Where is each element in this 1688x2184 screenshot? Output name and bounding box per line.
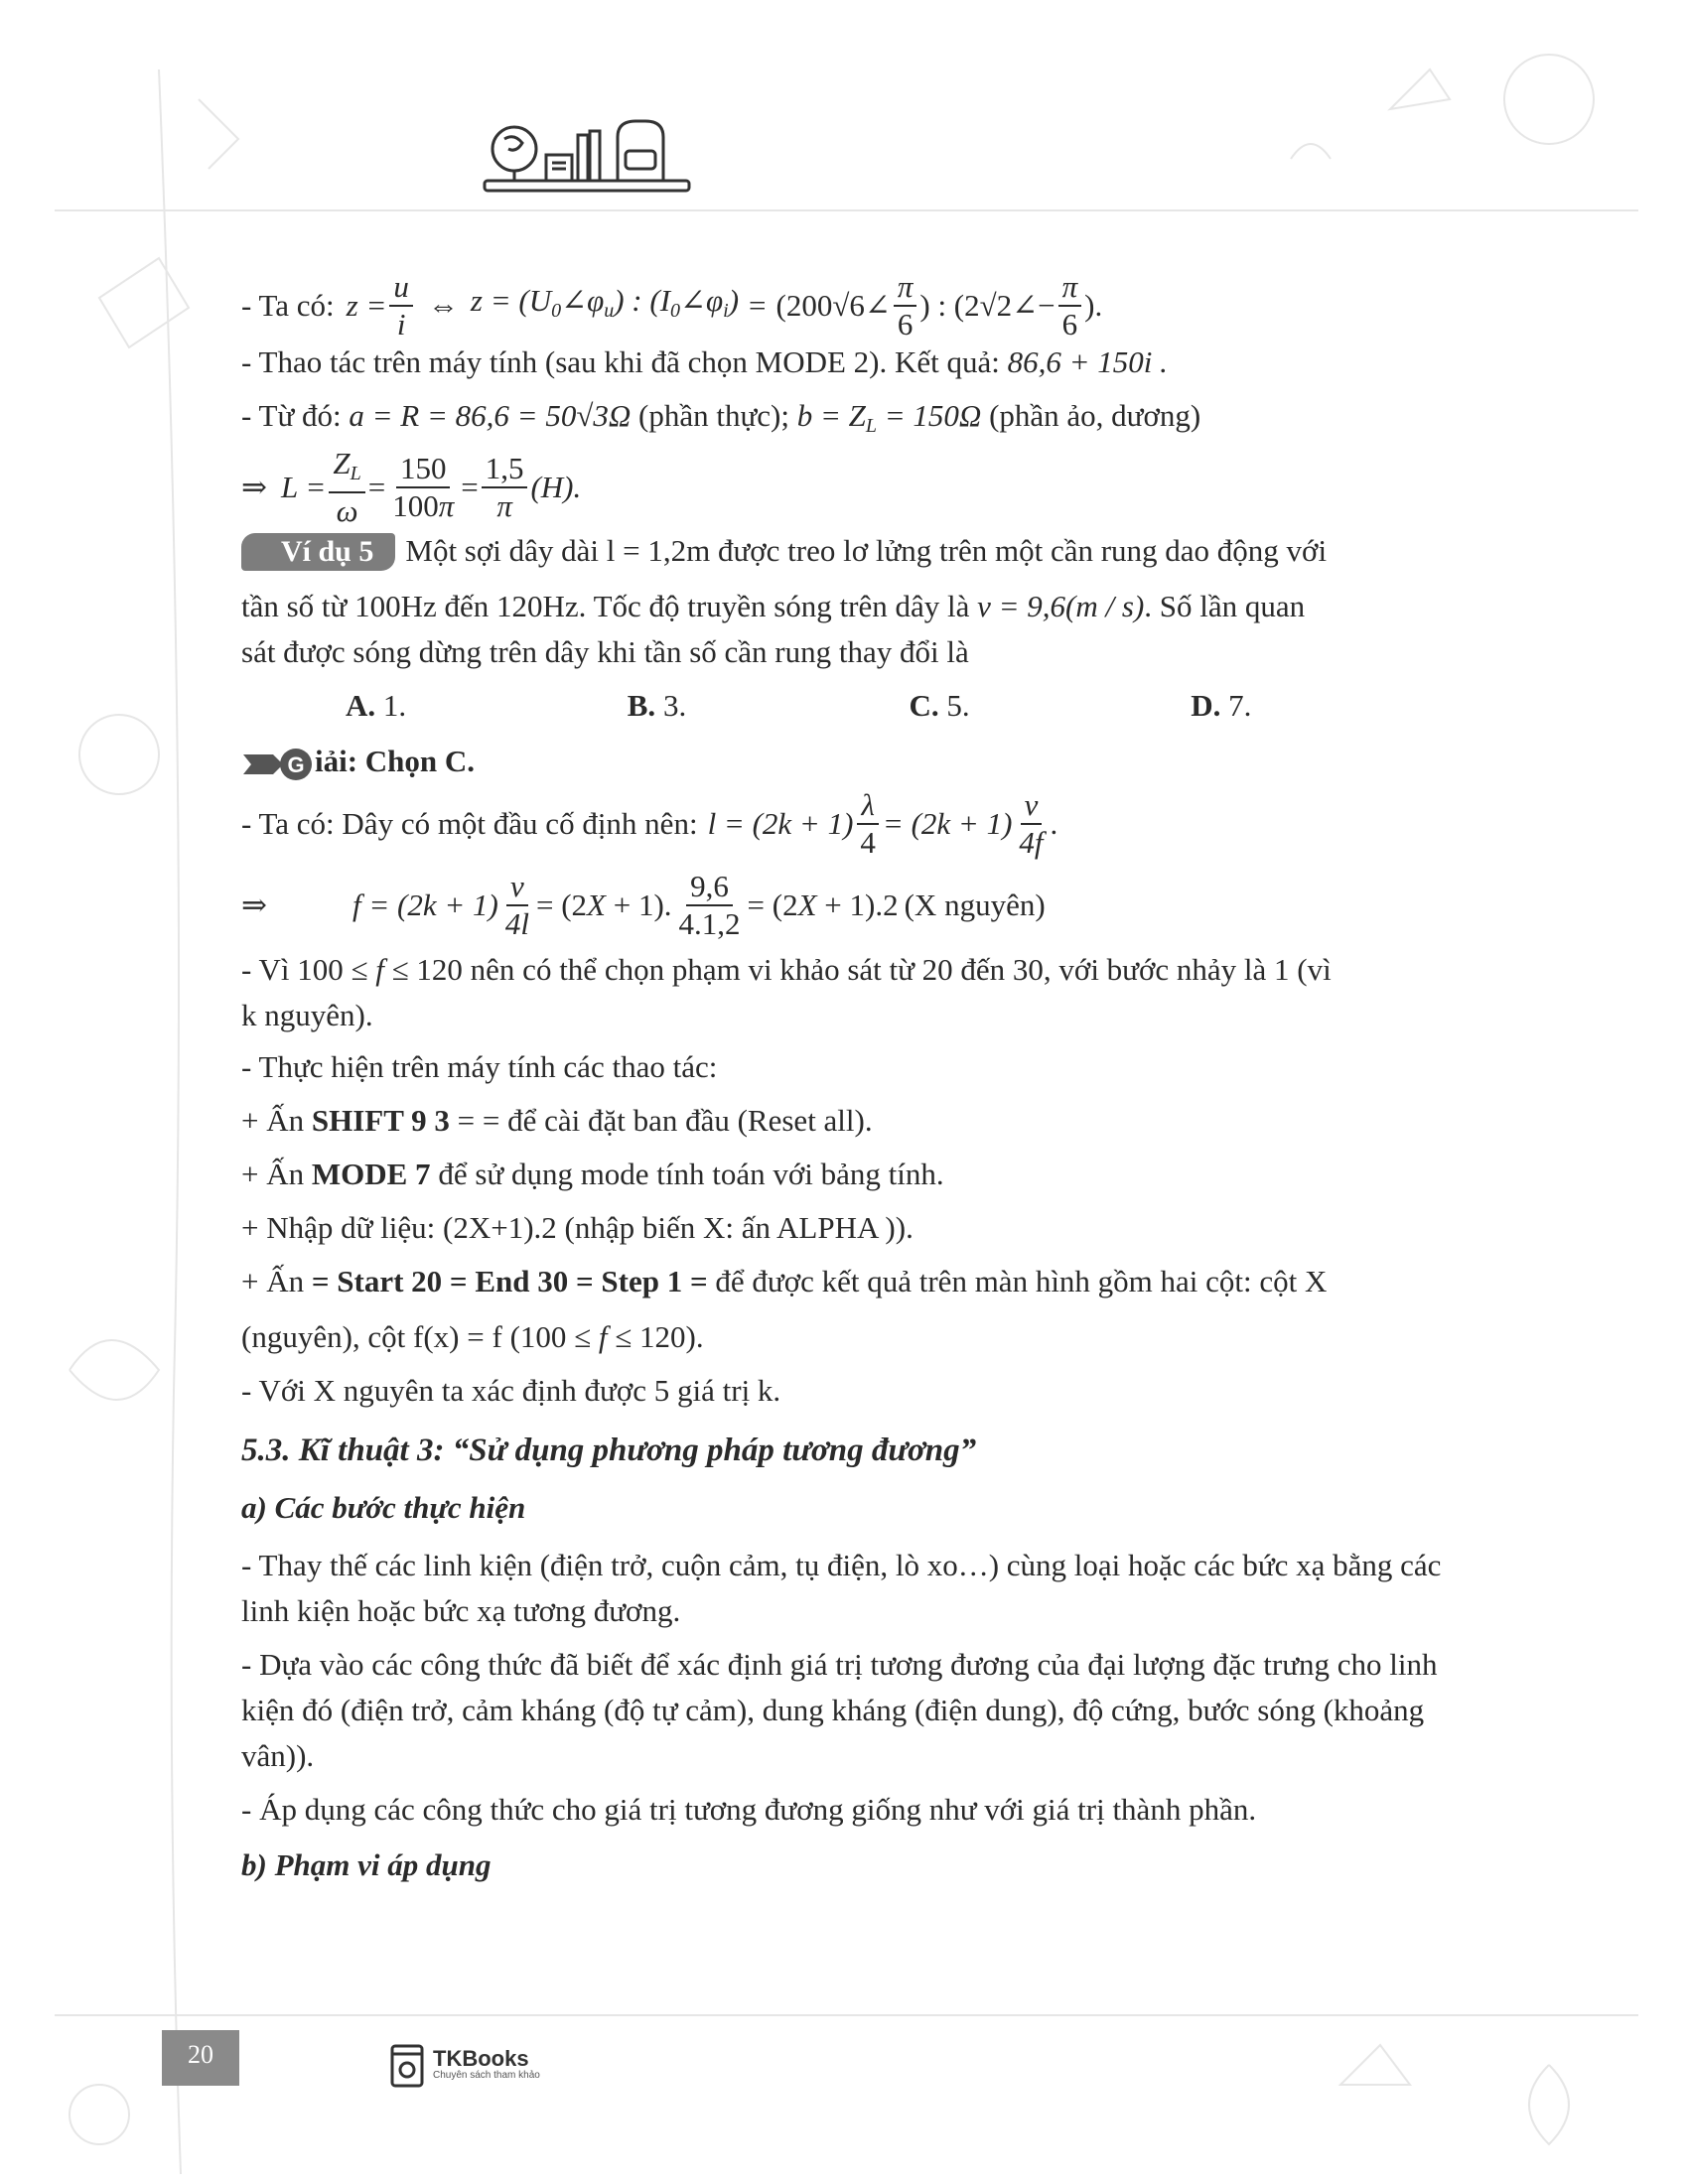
option-a: A. 1. <box>346 688 407 723</box>
example-5: Ví dụ 5 Một sợi dây dài l = 1,2m được treo lơ lửng trên một cần rung dao động với <box>241 528 1473 574</box>
subheading-a: a) Các bước thực hiện <box>241 1490 526 1525</box>
page-content: - Ta có: z = $\frac{u}{i}$ ⇔ $z = (U_0\angle\varphi_u)$ : $(I_0\angle\varphi_i)$ = (200√6∠ $\frac{\pi}{6}$ ) : (2√2∠− $\frac{\pi}{6}$ ). - Thao tác trên máy tính (sau khi đã chọn MODE 2). Kết quả: 86,6 + 150i . - Từ đó: a = R = 86,6 = 50√3Ω (phần thực); $b = Z_L = 150\Omega$ (phần ảo, dương) ⇒ L = $\frac{Z_L}{\omega}$ = $\frac{150}{100\pi}$ = $\frac{1,5}{\pi}$ (H). Ví dụ 5 Một sợi dây dài l = 1,2m được treo lơ lửng trên một cần rung dao động với tần số từ 100Hz đến 120Hz. Tốc độ truyền sóng trên dây là v = 9,6(m / s). Số lần quan sát được sóng dừng trên dây khi tần số cần rung thay đổi là A. 1. B. 3. C. 5. D. 7. G iải: Chọn C. - Ta có: Dây có một đầu cố định nên: l = (2k + 1) $\frac{\lambda}{4}$ = (2k + 1) $\frac{v}{4f}$ . ⇒ f = (2k + 1) $\frac{v}{4l}$ = (2X + 1). $\frac{9,6}{4.1,2}$ = (2X + 1).2 (X nguyên) - Vì 100 ≤ f ≤ 120 nên có thể chọn phạm vi khảo sát từ 20 đến 30, với bước nhảy là 1 (vì k nguyên). - Thực hiện trên máy tính các thao tác: + Ấn SHIFT 9 3 = = để cài đặt ban đầu (Reset all). + Ấn MODE 7 để sử dụng mode tính toán với bảng tính. + Nhập dữ liệu: (2X+1).2 (nhập biến X: ấn ALPHA )). + Ấn = Start 20 = End 30 = Step 1 = để được kết quả trên màn hình gồm hai cột: cột X (nguyên), cột f(x) = f (100 ≤ f ≤ 120). - Với X nguyên ta xác định được 5 giá trị k. 5.3. Kĩ thuật 3: “Sử dụng phương pháp tương đương” a) Các bước thực hiện - Thay thế các linh kiện (điện trở, cuộn cảm, tụ điện, lò xo…) cùng loại hoặc các bức xạ bằng các linh kiện hoặc bức xạ tương đương. - Dựa vào các công thức đã biết để xác định giá trị tương đương của đại lượng đặc trưng cho linh kiện đó (điện trở, cảm kháng (độ tự cảm), dung kháng (điện dung), độ cứng, bước sóng (khoảng vân)). - Áp dụng các công thức cho giá trị tương đương giống như với giá trị thành phần. b) Phạm vi áp dụng <box>241 276 1473 1888</box>
header-bookshelf-icon <box>483 111 691 196</box>
option-c: C. 5. <box>909 688 970 723</box>
paragraph-3: - Áp dụng các công thức cho giá trị tương đương giống như với giá trị thành phần. <box>241 1792 1257 1827</box>
svg-text:G: G <box>287 751 305 777</box>
step-reset: + Ấn SHIFT 9 3 = = để cài đặt ban đầu (Reset all). <box>241 1103 873 1138</box>
example-badge: Ví dụ 5 <box>241 533 395 571</box>
calculator-result-line: - Thao tác trên máy tính (sau khi đã chọn MODE 2). Kết quả: 86,6 + 150i . <box>241 344 1168 379</box>
formula-L: ⇒ L = $\frac{Z_L}{\omega}$ = $\frac{150}{100\pi}$ = $\frac{1,5}{\pi}$ (H). <box>241 446 582 528</box>
option-b: B. 3. <box>627 688 687 723</box>
option-d: D. 7. <box>1191 688 1252 723</box>
book-logo-icon <box>389 2040 427 2090</box>
range-line: - Vì 100 ≤ f ≤ 120 nên có thể chọn phạm vi khảo sát từ 20 đến 30, với bước nhảy là 1 (vì <box>241 952 1332 987</box>
step-run: + Ấn = Start 20 = End 30 = Step 1 = để được kết quả trên màn hình gồm hai cột: cột X <box>241 1264 1328 1298</box>
answer-options <box>241 683 1473 729</box>
section-5-3-heading: 5.3. Kĩ thuật 3: “Sử dụng phương pháp tương đương” <box>241 1433 977 1468</box>
formula-frequency: ⇒ f = (2k + 1) $\frac{v}{4l}$ = (2X + 1). $\frac{9,6}{4.1,2}$ = (2X + 1).2 (X nguyên) <box>241 869 1046 941</box>
subheading-b: b) Phạm vi áp dụng <box>241 1847 492 1882</box>
formula-z: - Ta có: z = $\frac{u}{i}$ ⇔ $z = (U_0\angle\varphi_u)$ : $(I_0\angle\varphi_i)$ = (200√6∠ $\frac{\pi}{6}$ ) : (2√2∠− $\frac{\pi}{6}$ ). <box>241 269 1103 341</box>
page-number: 20 <box>162 2030 239 2086</box>
formula-length: - Ta có: Dây có một đầu cố định nên: l = (2k + 1) $\frac{\lambda}{4}$ = (2k + 1) $\frac{v}{4f}$ . <box>241 787 1058 860</box>
paragraph-2: - Dựa vào các công thức đã biết để xác định giá trị tương đương của đại lượng đặc trưng cho linh kiện đó (điện trở, cảm kháng (độ tự cảm), dung kháng (điện dung), độ cứng, bước sóng (khoảng vân)). <box>241 1647 1438 1773</box>
publisher-logo: TKBooks Chuyên sách tham khảo <box>389 2040 540 2090</box>
solution-heading: G iải: Chọn C. <box>241 739 1473 784</box>
paragraph-1: - Thay thế các linh kiện (điện trở, cuộn cảm, tụ điện, lò xo…) cùng loại hoặc các bức xạ bằng các linh kiện hoặc bức xạ tương đương. <box>241 1548 1442 1628</box>
arrow-g-icon <box>241 747 315 782</box>
step-mode: + Ấn MODE 7 để sử dụng mode tính toán với bảng tính. <box>241 1157 944 1191</box>
resistance-line: - Từ đó: a = R = 86,6 = 50√3Ω (phần thực); $b = Z_L = 150\Omega$ (phần ảo, dương) <box>241 398 1201 437</box>
step-input: + Nhập dữ liệu: (2X+1).2 (nhập biến X: ấn ALPHA )). <box>241 1210 914 1245</box>
